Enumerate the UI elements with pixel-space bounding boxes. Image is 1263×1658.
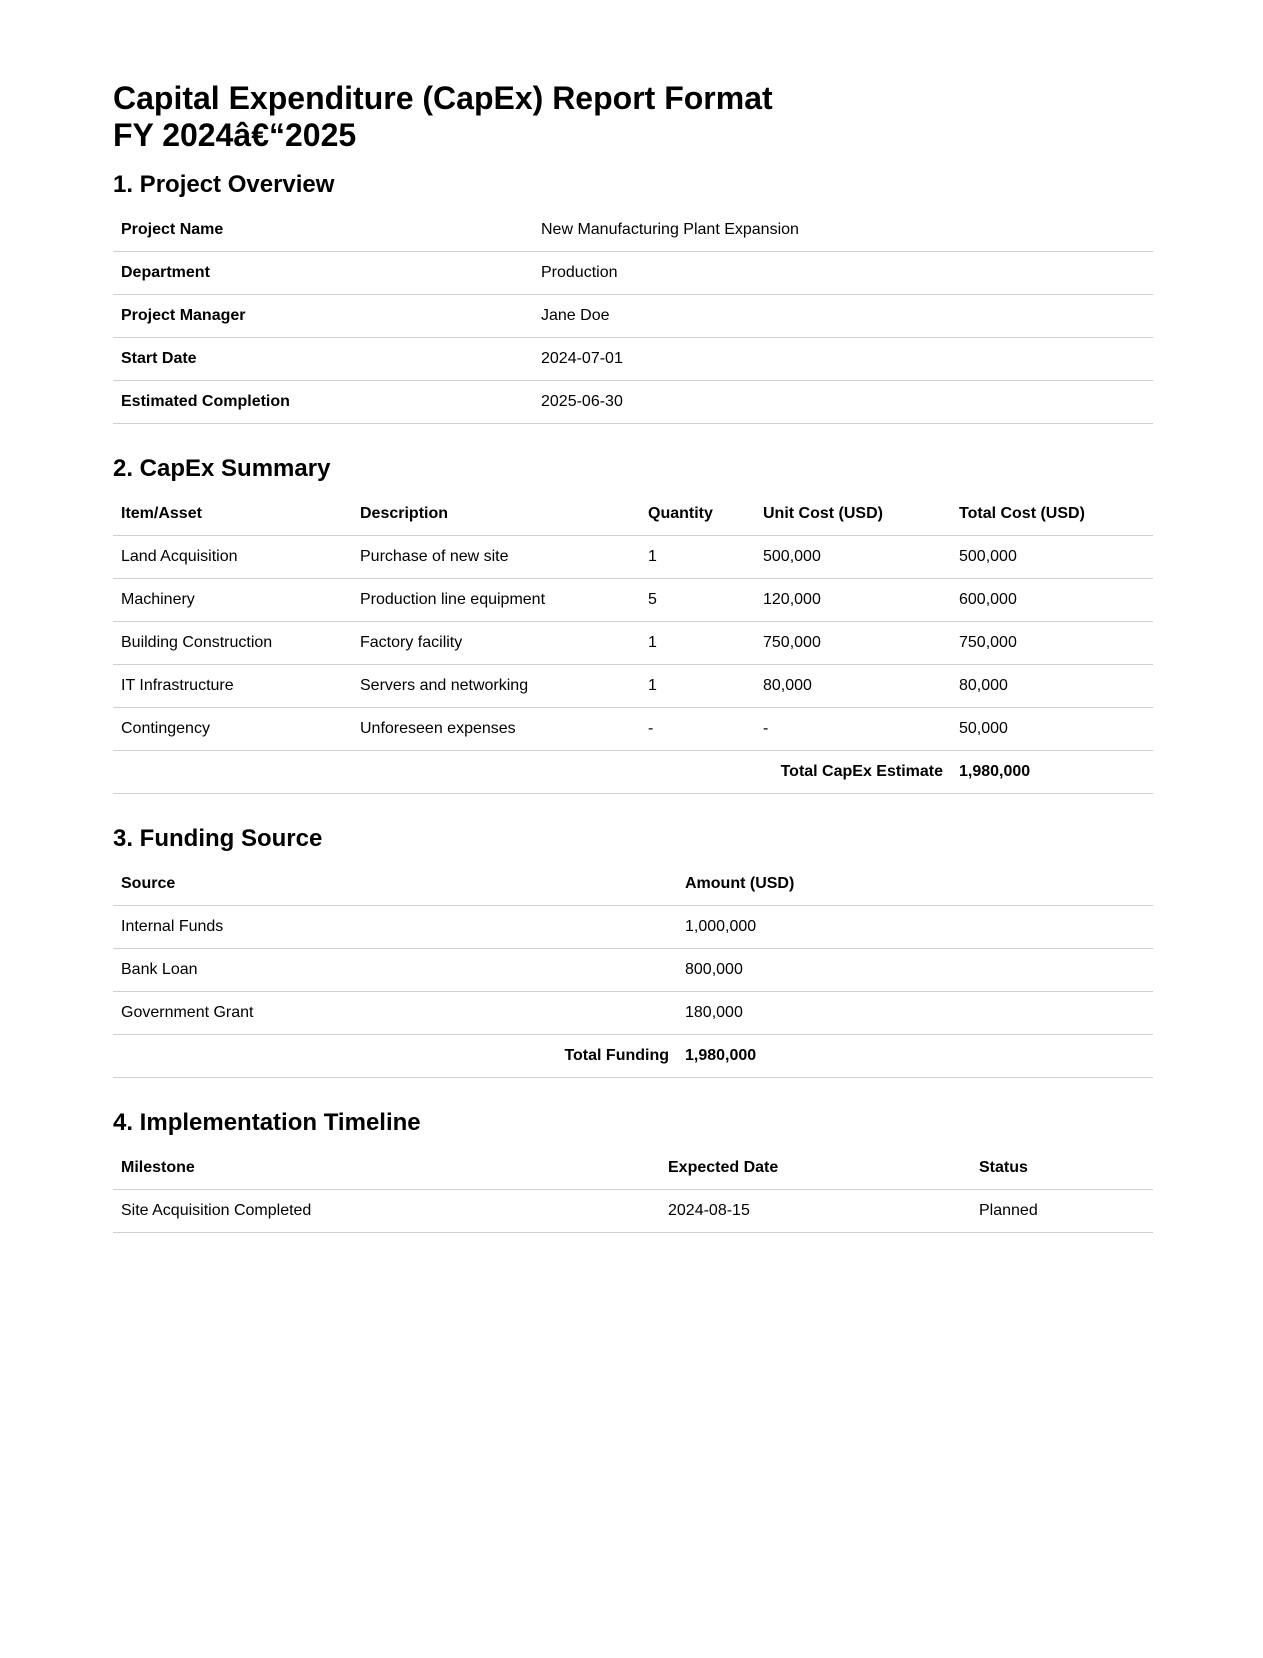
table-cell: Land Acquisition <box>113 536 352 579</box>
project-overview-table <box>113 209 1153 424</box>
overview-label: Project Manager <box>113 295 533 338</box>
overview-label: Department <box>113 252 533 295</box>
column-header-quantity: Quantity <box>640 493 755 536</box>
overview-value: Jane Doe <box>533 295 1153 338</box>
total-capex-value: 1,980,000 <box>951 751 1153 794</box>
table-cell: 800,000 <box>677 949 1153 992</box>
table-cell: 500,000 <box>755 536 951 579</box>
overview-value: Production <box>533 252 1153 295</box>
table-cell: 750,000 <box>755 622 951 665</box>
table-cell: 600,000 <box>951 579 1153 622</box>
table-row <box>113 665 1153 708</box>
total-row <box>113 1035 1153 1078</box>
table-cell: Internal Funds <box>113 906 677 949</box>
overview-label: Start Date <box>113 338 533 381</box>
table-cell: IT Infrastructure <box>113 665 352 708</box>
table-cell: 80,000 <box>951 665 1153 708</box>
table-cell: Building Construction <box>113 622 352 665</box>
title-line-2: FY 2024â€“2025 <box>113 117 357 153</box>
table-cell: 2024-08-15 <box>660 1190 971 1233</box>
table-cell: Bank Loan <box>113 949 677 992</box>
table-cell: 1 <box>640 536 755 579</box>
table-row <box>113 252 1153 295</box>
column-header-total-cost: Total Cost (USD) <box>951 493 1153 536</box>
table-cell: Factory facility <box>352 622 640 665</box>
funding-source-table <box>113 863 1153 1078</box>
table-cell: Production line equipment <box>352 579 640 622</box>
table-cell: 500,000 <box>951 536 1153 579</box>
status-cell: Planned <box>971 1190 1153 1233</box>
total-row <box>113 751 1153 794</box>
table-row <box>113 1190 1153 1233</box>
title-line-1: Capital Expenditure (CapEx) Report Format <box>113 80 773 116</box>
table-header-row <box>113 493 1153 536</box>
table-cell: 750,000 <box>951 622 1153 665</box>
table-row <box>113 622 1153 665</box>
table-cell: 1 <box>640 622 755 665</box>
overview-value: New Manufacturing Plant Expansion <box>533 209 1153 252</box>
overview-value: 2024-07-01 <box>533 338 1153 381</box>
table-cell: 50,000 <box>951 708 1153 751</box>
table-row <box>113 338 1153 381</box>
project-overview-heading: 1. Project Overview <box>113 171 335 198</box>
column-header-expected-date: Expected Date <box>660 1147 971 1190</box>
column-header-amount: Amount (USD) <box>677 863 1153 906</box>
table-row <box>113 536 1153 579</box>
table-cell: Government Grant <box>113 992 677 1035</box>
table-cell: 1 <box>640 665 755 708</box>
table-row <box>113 209 1153 252</box>
table-cell: 180,000 <box>677 992 1153 1035</box>
table-cell: 1,000,000 <box>677 906 1153 949</box>
column-header-description: Description <box>352 493 640 536</box>
funding-source-heading: 3. Funding Source <box>113 825 323 852</box>
page-title <box>113 80 1153 154</box>
capex-summary-table <box>113 493 1153 794</box>
column-header-source: Source <box>113 863 677 906</box>
table-cell: Contingency <box>113 708 352 751</box>
table-cell: Purchase of new site <box>352 536 640 579</box>
total-funding-label: Total Funding <box>113 1035 677 1078</box>
column-header-milestone: Milestone <box>113 1147 660 1190</box>
table-cell: Site Acquisition Completed <box>113 1190 660 1233</box>
table-row <box>113 708 1153 751</box>
capex-summary-heading: 2. CapEx Summary <box>113 455 331 482</box>
table-row <box>113 295 1153 338</box>
table-cell: Machinery <box>113 579 352 622</box>
table-cell: 120,000 <box>755 579 951 622</box>
table-row <box>113 906 1153 949</box>
column-header-item: Item/Asset <box>113 493 352 536</box>
table-cell: - <box>755 708 951 751</box>
column-header-status: Status <box>971 1147 1153 1190</box>
table-header-row <box>113 863 1153 906</box>
overview-value: 2025-06-30 <box>533 381 1153 424</box>
table-header-row <box>113 1147 1153 1190</box>
total-funding-value: 1,980,000 <box>677 1035 1153 1078</box>
table-cell: Unforeseen expenses <box>352 708 640 751</box>
overview-label: Project Name <box>113 209 533 252</box>
table-row <box>113 992 1153 1035</box>
column-header-unit-cost: Unit Cost (USD) <box>755 493 951 536</box>
table-cell: 5 <box>640 579 755 622</box>
implementation-timeline-heading: 4. Implementation Timeline <box>113 1109 421 1136</box>
table-row <box>113 579 1153 622</box>
table-cell: 80,000 <box>755 665 951 708</box>
table-row <box>113 381 1153 424</box>
overview-label: Estimated Completion <box>113 381 533 424</box>
total-capex-label: Total CapEx Estimate <box>113 751 951 794</box>
table-row <box>113 949 1153 992</box>
table-cell: - <box>640 708 755 751</box>
implementation-timeline-table <box>113 1147 1153 1233</box>
table-cell: Servers and networking <box>352 665 640 708</box>
